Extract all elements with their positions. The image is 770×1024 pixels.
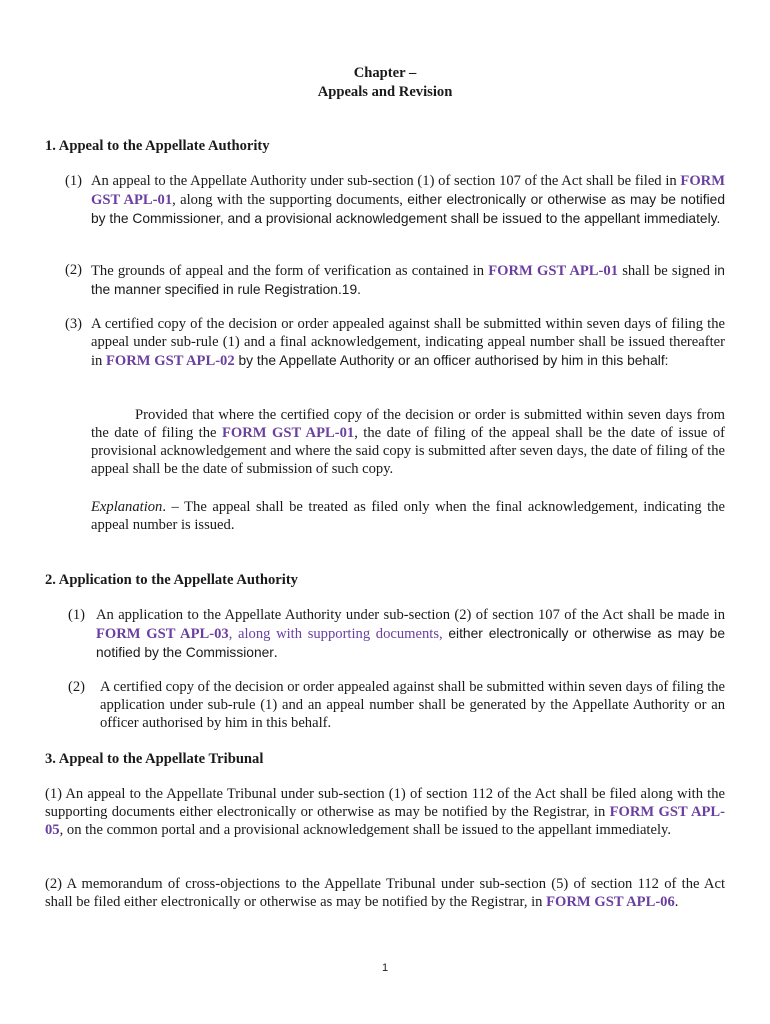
chapter-subtitle: Appeals and Revision xyxy=(317,84,453,100)
page-number: 1 xyxy=(381,962,389,974)
form-reference: FORM GST APL-01 xyxy=(221,424,355,441)
chapter-title xyxy=(0,64,770,102)
form-reference: FORM GST APL-01 xyxy=(488,263,618,279)
form-reference: FORM GST APL-05 xyxy=(45,803,725,838)
para-number: (3) xyxy=(65,316,83,332)
form-reference: FORM GST APL-02 xyxy=(106,352,235,369)
para-text: , along with the supporting documents, xyxy=(172,191,408,208)
section-1-para-3 xyxy=(65,316,725,371)
section-3-heading: 3. Appeal to the Appellate Tribunal xyxy=(45,751,264,767)
section-3-para-1 xyxy=(45,786,725,840)
para-text: either electronically or otherwise as may be notified by the Commissioner xyxy=(96,625,725,660)
section-3-para-2 xyxy=(45,876,725,912)
para-text: in the manner specified in rule Registration.19. xyxy=(91,263,725,297)
para-text: , on the common portal and a provisional acknowledgement shall be issued to the appellant immediately. xyxy=(59,821,672,838)
para-text: The grounds of appeal and the form of verification as contained in xyxy=(91,263,489,279)
para-number: (2) xyxy=(68,679,86,695)
form-reference: FORM GST APL-06 xyxy=(546,893,675,910)
para-text: A certified copy of the decision or order appealed against shall be submitted within seven days of filing the application under sub-rule (1) and an appeal number shall be generated by the Appellate Authority or an officer authorised by him in this behalf. xyxy=(100,679,725,731)
section-2-para-1 xyxy=(68,607,725,663)
section-2-heading: 2. Application to the Appellate Authority xyxy=(45,572,298,588)
explanation-label: Explanation xyxy=(91,499,163,515)
chapter-line: Chapter – xyxy=(353,65,417,81)
para-text: . – The appeal shall be treated as filed only when the final acknowledgement, indicating the appeal number is issued. xyxy=(91,499,725,533)
para-text: (2) A memorandum of cross-objections to the Appellate Tribunal under sub-section (5) of section 112 of the Act shall be filed either electronically or otherwise as may be notified by the Registrar, in xyxy=(45,876,725,910)
para-text: (1) An appeal to the Appellate Tribunal under sub-section (1) of section 112 of the Act shall be filed along with the supporting documents either electronically or otherwise as may be notified by the Registrar, in xyxy=(45,786,725,820)
section-2-para-2 xyxy=(68,679,725,733)
para-number: (1) xyxy=(65,173,83,189)
form-reference: FORM GST APL-01 xyxy=(91,173,725,208)
para-text: , along with supporting documents, xyxy=(228,625,449,642)
section-1-heading: 1. Appeal to the Appellate Authority xyxy=(45,138,270,154)
para-text: shall be signed xyxy=(618,263,715,279)
section-1-para-1 xyxy=(65,173,725,229)
para-text: either electronically or otherwise as may be notified by the Commissioner, and a provisional acknowledgement shall be issued to the appellant immediately. xyxy=(91,191,725,226)
para-text: Provided that where the certified copy of the decision or order is submitted within seven days from the date of filing the xyxy=(91,407,725,441)
para-number: (2) xyxy=(65,262,83,278)
para-number: (1) xyxy=(68,607,86,623)
para-text: . xyxy=(674,893,679,910)
para-text: A certified copy of the decision or order appealed against shall be submitted within seven days of filing the appeal under sub-rule (1) and a final acknowledgement, indicating appeal number shall be issued thereafter in xyxy=(91,316,725,369)
form-reference: FORM GST APL-03 xyxy=(96,625,229,642)
para-text: by the Appellate Authority or an officer authorised by him in this behalf: xyxy=(234,352,669,368)
para-text: , the date of filing of the appeal shall be the date of issue of provisional acknowledgement and where the said copy is submitted after seven days, the date of filing of the appeal shall be the date of submission of such copy. xyxy=(91,424,725,477)
para-text: An application to the Appellate Authority under sub-section (2) of section 107 of the Act shall be made in xyxy=(96,607,725,623)
para-text: An appeal to the Appellate Authority under sub-section (1) of section 107 of the Act shall be filed in xyxy=(91,173,681,189)
section-1-proviso xyxy=(91,407,725,479)
section-1-explanation xyxy=(91,499,725,535)
para-text: . xyxy=(273,644,278,661)
section-1-para-2 xyxy=(65,262,725,300)
